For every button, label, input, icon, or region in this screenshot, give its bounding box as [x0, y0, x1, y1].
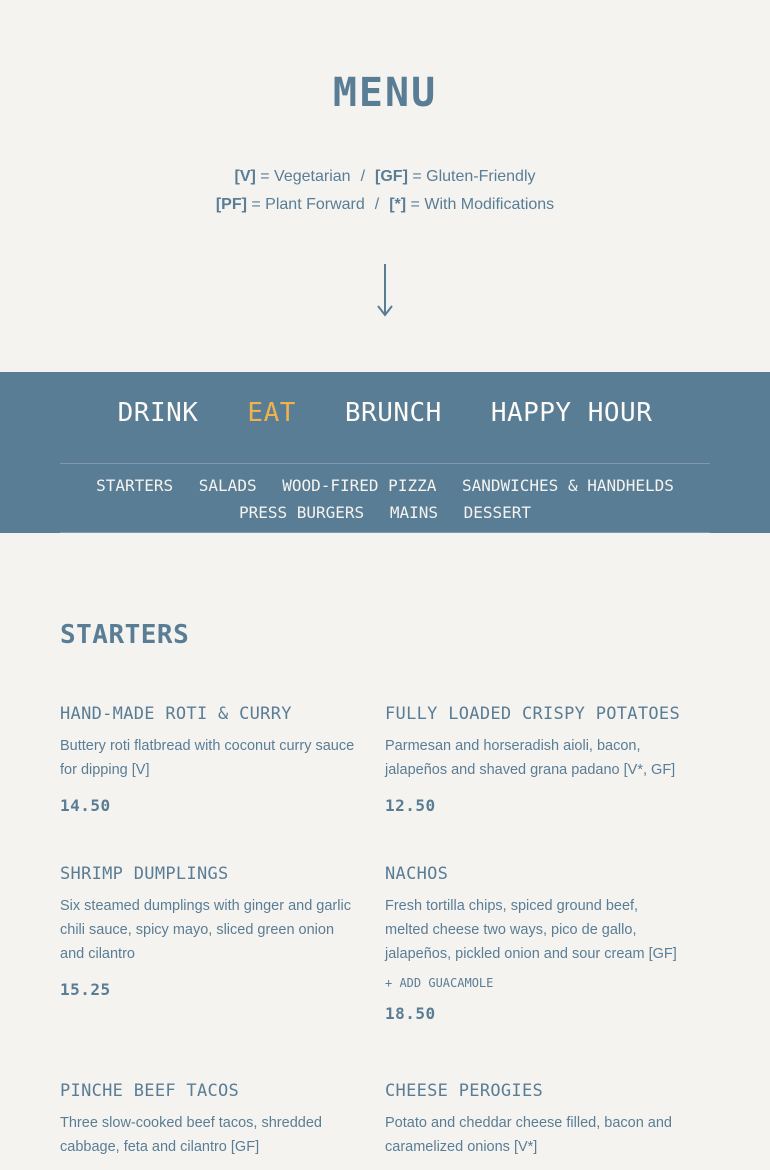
section-link-press-burgers[interactable]: PRESS BURGERS — [238, 503, 365, 522]
legend-code: [GF] — [375, 168, 408, 185]
item-price: 15.25 — [60, 980, 111, 999]
section-link-mains[interactable]: MAINS — [389, 503, 438, 522]
tab-brunch[interactable]: BRUNCH — [344, 398, 442, 428]
item-description: Buttery roti flatbread with coconut curry sauce for dipping [V] — [60, 738, 355, 778]
legend-code: [*] — [389, 196, 407, 213]
page-title: MENU — [332, 70, 438, 116]
item-price: 18.50 — [385, 1004, 436, 1023]
legend-separator: / — [360, 168, 366, 185]
item-name: HAND-MADE ROTI & CURRY — [60, 704, 292, 724]
item-price: 12.50 — [385, 796, 436, 815]
dietary-legend — [0, 163, 770, 219]
item-name: FULLY LOADED CRISPY POTATOES — [385, 704, 680, 724]
legend-separator: / — [374, 196, 380, 213]
menu-item — [60, 704, 355, 815]
section-title: STARTERS — [60, 620, 190, 650]
section-link-starters[interactable]: STARTERS — [96, 476, 174, 495]
item-addon: + ADD GUACAMOLE — [385, 976, 494, 990]
menu-item — [385, 704, 680, 815]
item-name: NACHOS — [385, 864, 449, 884]
menu-item — [60, 864, 355, 999]
legend-text: = Plant Forward — [246, 196, 365, 213]
tab-eat[interactable]: EAT — [247, 398, 296, 428]
tab-happy-hour[interactable]: HAPPY HOUR — [490, 398, 653, 428]
item-price: 14.50 — [60, 796, 111, 815]
nav-divider — [60, 532, 710, 533]
menu-item — [385, 864, 680, 1023]
arrow-down-icon[interactable] — [375, 262, 395, 318]
legend-row — [0, 191, 770, 219]
item-name: CHEESE PEROGIES — [385, 1081, 544, 1101]
menu-category-tabs — [0, 372, 770, 463]
nav-divider — [60, 463, 710, 464]
legend-text: = With Modifications — [406, 196, 555, 213]
legend-text: = Gluten-Friendly — [407, 168, 536, 185]
section-link-dessert[interactable]: DESSERT — [463, 503, 532, 522]
section-link-wood-fired-pizza[interactable]: WOOD-FIRED PIZZA — [282, 476, 437, 495]
legend-text: = Vegetarian — [255, 168, 351, 185]
item-description: Fresh tortilla chips, spiced ground beef, melted cheese two ways, pico de gallo, jalapeños, pickled onion and sour cream [GF] — [385, 898, 677, 962]
menu-item — [60, 1081, 355, 1159]
section-links — [60, 472, 710, 526]
item-name: PINCHE BEEF TACOS — [60, 1081, 240, 1101]
legend-code: [V] — [234, 168, 256, 185]
legend-code: [PF] — [215, 196, 247, 213]
section-link-sandwiches-handhelds[interactable]: SANDWICHES & HANDHELDS — [461, 476, 674, 495]
section-link-salads[interactable]: SALADS — [198, 476, 257, 495]
item-description: Three slow-cooked beef tacos, shredded cabbage, feta and cilantro [GF] — [60, 1115, 322, 1155]
item-description: Potato and cheddar cheese filled, bacon and caramelized onions [V*] — [385, 1115, 672, 1155]
menu-hero — [0, 0, 770, 372]
item-description: Six steamed dumplings with ginger and garlic chili sauce, spicy mayo, sliced green onion and cilantro — [60, 898, 351, 962]
item-name: SHRIMP DUMPLINGS — [60, 864, 229, 884]
tab-drink[interactable]: DRINK — [117, 398, 199, 428]
menu-item — [385, 1081, 680, 1159]
item-description: Parmesan and horseradish aioli, bacon, jalapeños and shaved grana padano [V*, GF] — [385, 738, 676, 778]
menu-navigation — [0, 372, 770, 533]
legend-row — [0, 163, 770, 191]
